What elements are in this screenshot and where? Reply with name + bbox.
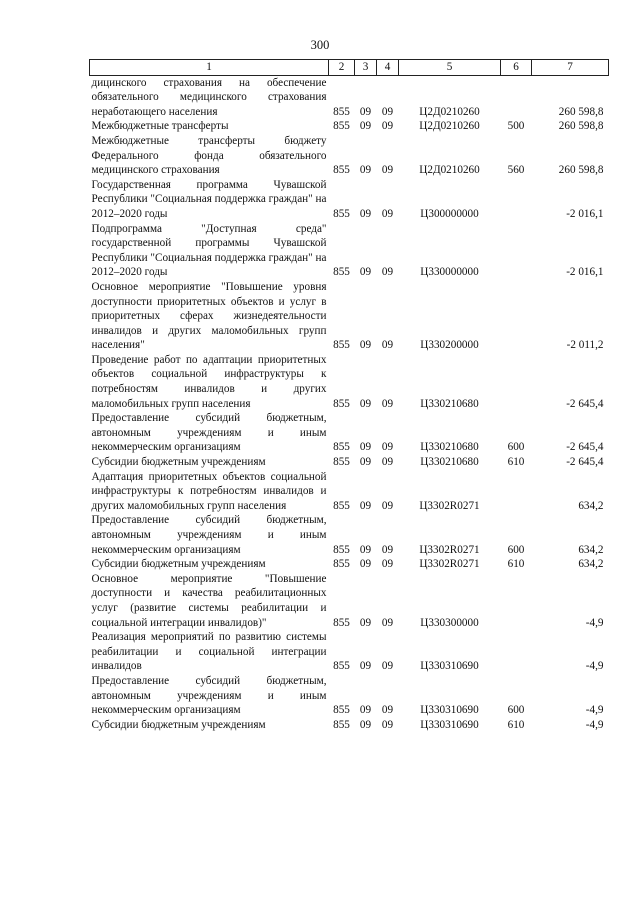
row-name: Предоставление субсидий бюджетным, автономным учреждениям и иным некоммерческим организациям (91, 514, 327, 556)
row-name: Межбюджетные трансферты бюджету Федерального фонда обязательного медицинского страхования (91, 134, 327, 177)
row-expense-type (501, 178, 532, 222)
row-admin-code: 855 (333, 616, 350, 629)
row-subsection: 09 (381, 499, 394, 512)
table-row (90, 674, 609, 718)
row-amount: -2 011,2 (566, 339, 604, 352)
table-row (90, 134, 609, 178)
row-admin-code: 855 (333, 164, 350, 177)
row-section: 09 (359, 339, 372, 352)
header-col-6: 6 (501, 60, 532, 76)
row-amount: -2 645,4 (566, 441, 604, 454)
row-target-article: Ц2Д0210260 (419, 120, 480, 133)
row-subsection: 09 (381, 120, 394, 133)
row-section: 09 (359, 704, 372, 717)
row-name: Реализация мероприятий по развитию системы реабилитации и социальной интеграции инвалидов (91, 631, 327, 673)
row-name: Проведение работ по адаптации приоритетных объектов социальной инфраструктуры к потребностям инвалидов и других маломобильных групп населения (91, 353, 327, 410)
row-subsection: 09 (381, 704, 394, 717)
row-target-article: Ц300000000 (420, 207, 479, 220)
header-col-2: 2 (329, 60, 355, 76)
row-section: 09 (359, 660, 372, 673)
row-section: 09 (359, 120, 372, 133)
row-admin-code: 855 (333, 456, 350, 469)
row-admin-code: 855 (333, 339, 350, 352)
row-name: Предоставление субсидий бюджетным, автономным учреждениям и иным некоммерческим организациям (91, 412, 327, 454)
row-admin-code: 855 (333, 266, 350, 279)
row-section: 09 (359, 105, 372, 118)
row-expense-type: 610 (507, 718, 525, 731)
row-expense-type: 610 (507, 456, 525, 469)
row-target-article: Ц2Д0210260 (419, 164, 480, 177)
row-amount: -4,9 (585, 616, 604, 629)
row-subsection: 09 (381, 543, 394, 556)
row-section: 09 (359, 456, 372, 469)
row-name: Предоставление субсидий бюджетным, автономным учреждениям и иным некоммерческим организациям (91, 674, 327, 717)
table-row (90, 572, 609, 630)
row-name: Субсидии бюджетным учреждениям (91, 456, 266, 469)
header-col-3: 3 (355, 60, 377, 76)
row-target-article: Ц330200000 (420, 339, 479, 352)
row-target-article: Ц330310690 (420, 718, 479, 731)
row-subsection: 09 (381, 397, 394, 410)
row-admin-code: 855 (333, 499, 350, 512)
table-row (90, 178, 609, 222)
row-subsection: 09 (381, 660, 394, 673)
row-section: 09 (359, 397, 372, 410)
header-col-4: 4 (377, 60, 399, 76)
row-amount: 634,2 (578, 499, 604, 512)
row-amount: -2 645,4 (566, 397, 604, 410)
row-target-article: Ц3302R0271 (419, 543, 480, 556)
row-subsection: 09 (381, 558, 394, 571)
row-name: Основное мероприятие "Повышение уровня доступности приоритетных объектов и услуг в приоритетных сферах жизнедеятельности инвалидов и других маломобильных групп населения" (91, 280, 327, 352)
row-expense-type: 500 (507, 120, 525, 133)
table-row (90, 455, 609, 470)
row-expense-type (501, 222, 532, 280)
table-row (90, 222, 609, 280)
row-subsection: 09 (381, 207, 394, 220)
row-admin-code: 855 (333, 558, 350, 571)
row-subsection: 09 (381, 105, 394, 118)
row-section: 09 (359, 616, 372, 629)
row-name: Межбюджетные трансферты (91, 120, 229, 133)
row-amount: 634,2 (578, 558, 604, 571)
row-name: Адаптация приоритетных объектов социальной инфраструктуры к потребностям инвалидов и других маломобильных групп населения (91, 470, 327, 512)
table-body (90, 75, 609, 732)
header-row (90, 60, 609, 76)
row-section: 09 (359, 441, 372, 454)
row-subsection: 09 (381, 164, 394, 177)
table-row (90, 353, 609, 411)
row-section: 09 (359, 718, 372, 731)
row-target-article: Ц2Д0210260 (419, 105, 480, 118)
row-target-article: Ц330310690 (420, 660, 479, 673)
row-amount: 260 598,8 (558, 120, 604, 133)
row-expense-type: 600 (507, 704, 525, 717)
row-target-article: Ц330210680 (420, 397, 479, 410)
row-name: Субсидии бюджетным учреждениям (91, 558, 266, 571)
row-expense-type: 560 (507, 164, 525, 177)
row-target-article: Ц330310690 (420, 704, 479, 717)
row-expense-type (501, 280, 532, 353)
row-target-article: Ц3302R0271 (419, 558, 480, 571)
row-target-article: Ц330210680 (420, 456, 479, 469)
row-admin-code: 855 (333, 718, 350, 731)
row-target-article: Ц330000000 (420, 266, 479, 279)
row-amount: -4,9 (585, 660, 604, 673)
row-name: Государственная программа Чувашской Республики "Социальная поддержка граждан" на 2012–2020 годы (91, 178, 327, 220)
table-row (90, 718, 609, 733)
row-subsection: 09 (381, 616, 394, 629)
budget-table (89, 59, 609, 732)
table-row (90, 119, 609, 134)
row-subsection: 09 (381, 718, 394, 731)
row-expense-type (501, 572, 532, 630)
row-admin-code: 855 (333, 105, 350, 118)
row-section: 09 (359, 499, 372, 512)
header-col-5: 5 (399, 60, 501, 76)
row-subsection: 09 (381, 266, 394, 279)
row-admin-code: 855 (333, 704, 350, 717)
table-row (90, 557, 609, 572)
row-section: 09 (359, 207, 372, 220)
row-expense-type (501, 470, 532, 514)
row-section: 09 (359, 558, 372, 571)
row-name: дицинского страхования на обеспечение обязательного медицинского страхования неработающего населения (91, 76, 327, 118)
row-admin-code: 855 (333, 660, 350, 673)
row-name: Субсидии бюджетным учреждениям (91, 718, 266, 731)
row-expense-type (501, 75, 532, 119)
row-amount: -2 016,1 (566, 266, 604, 279)
row-name: Подпрограмма "Доступная среда" государственной программы Чувашской Республики "Социальная поддержка граждан" на 2012–2020 годы (91, 222, 327, 279)
row-target-article: Ц3302R0271 (419, 499, 480, 512)
row-admin-code: 855 (333, 120, 350, 133)
row-admin-code: 855 (333, 397, 350, 410)
table-row (90, 75, 609, 119)
table-row (90, 630, 609, 674)
row-section: 09 (359, 266, 372, 279)
row-amount: -2 016,1 (566, 207, 604, 220)
row-amount: 260 598,8 (558, 164, 604, 177)
row-subsection: 09 (381, 456, 394, 469)
row-section: 09 (359, 543, 372, 556)
row-target-article: Ц330210680 (420, 441, 479, 454)
row-subsection: 09 (381, 441, 394, 454)
table-row (90, 280, 609, 353)
row-subsection: 09 (381, 339, 394, 352)
row-target-article: Ц330300000 (420, 616, 479, 629)
row-section: 09 (359, 164, 372, 177)
table-row (90, 513, 609, 557)
row-expense-type: 600 (507, 543, 525, 556)
row-admin-code: 855 (333, 543, 350, 556)
table-row (90, 470, 609, 514)
row-amount: -2 645,4 (566, 456, 604, 469)
row-admin-code: 855 (333, 441, 350, 454)
row-admin-code: 855 (333, 207, 350, 220)
row-name: Основное мероприятие "Повышение доступности и качества реабилитационных услуг (развитие системы реабилитации и социальной интеграции инвалидов)" (91, 572, 327, 629)
row-expense-type (501, 630, 532, 674)
row-amount: -4,9 (585, 718, 604, 731)
row-expense-type: 600 (507, 441, 525, 454)
table-row (90, 411, 609, 455)
row-expense-type (501, 353, 532, 411)
header-col-7: 7 (532, 60, 609, 76)
row-amount: 634,2 (578, 543, 604, 556)
row-expense-type: 610 (507, 558, 525, 571)
row-amount: -4,9 (585, 704, 604, 717)
row-amount: 260 598,8 (558, 105, 604, 118)
header-col-1: 1 (90, 60, 329, 76)
page-number: 300 (310, 38, 330, 52)
